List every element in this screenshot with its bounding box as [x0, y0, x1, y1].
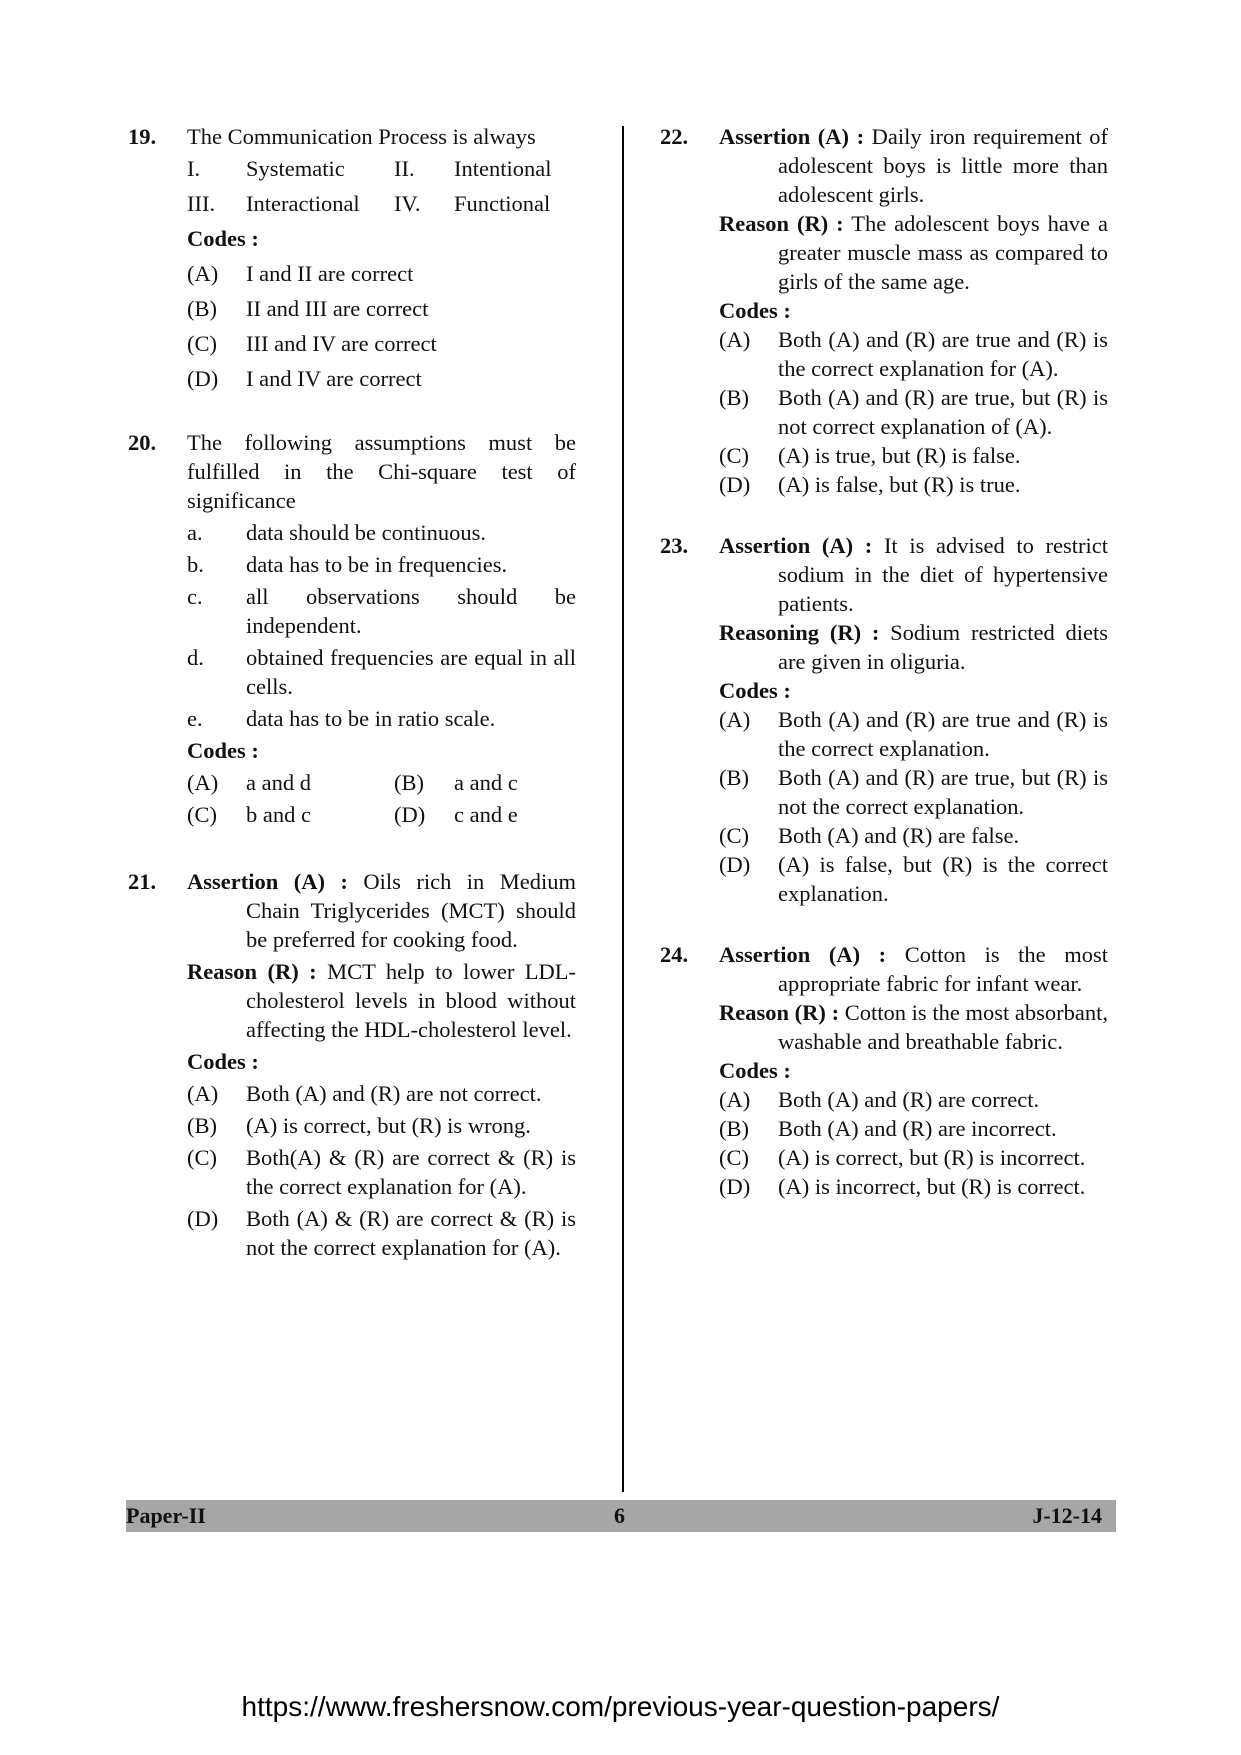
option-b[interactable]: (B) II and III are correct	[187, 296, 429, 321]
question-number: 24.	[660, 942, 689, 967]
reason-label: Reason (R) :	[719, 1000, 840, 1025]
assertion	[719, 940, 1108, 998]
options-row	[187, 800, 576, 829]
reason-label: Reason (R) :	[719, 211, 844, 236]
option-d-text[interactable]: c and e	[454, 802, 518, 827]
assertion-label: Assertion (A) :	[719, 124, 865, 149]
item-text: Functional	[454, 191, 551, 216]
codes-heading: Codes :	[719, 298, 791, 323]
reason	[719, 209, 1108, 296]
list-item: a. data should be continuous.	[187, 520, 486, 545]
option-c[interactable]: (C) Both(A) & (R) are correct & (R) is the correct explanation for (A).	[187, 1145, 576, 1199]
codes-heading: Codes :	[187, 226, 259, 251]
question-19	[128, 122, 576, 393]
option-c[interactable]: (C) (A) is correct, but (R) is incorrect.	[719, 1145, 1086, 1170]
assertion-text: It is advised to restrict sodium in the diet of hypertensive patients.	[778, 533, 1109, 616]
question-stem: The following assumptions must be fulfilled in the Chi-square test of significance	[187, 430, 576, 513]
list-item: b. data has to be in frequencies.	[187, 552, 508, 577]
question-24	[660, 940, 1108, 1201]
item-label: II.	[394, 156, 415, 181]
option-d[interactable]: (D) (A) is false, but (R) is the correct explanation.	[719, 852, 1108, 906]
item-label: I.	[187, 156, 201, 181]
question-21	[128, 867, 576, 1262]
option-b[interactable]: (B) Both (A) and (R) are true, but (R) is not correct explanation of (A).	[719, 385, 1108, 439]
left-column	[128, 122, 576, 1262]
right-column	[660, 122, 1108, 1201]
question-stem: The Communication Process is always	[187, 124, 536, 149]
reason-text: The adolescent boys have a greater muscle mass as compared to girls of the same age.	[778, 211, 1109, 294]
list-item: c. all observations should be independent.	[187, 584, 576, 638]
option-a[interactable]: (A) Both (A) and (R) are true and (R) is the correct explanation for (A).	[719, 327, 1108, 381]
question-number: 20.	[128, 430, 157, 455]
paper-code: J-12-14	[1032, 1503, 1102, 1528]
option-c-text[interactable]: b and c	[246, 802, 311, 827]
option-a-text[interactable]: a and d	[246, 770, 311, 795]
reason	[719, 998, 1108, 1056]
paper-label: Paper-II	[126, 1503, 206, 1528]
reason-label: Reason (R) :	[187, 959, 317, 984]
option-a-label[interactable]: (A)	[187, 770, 219, 795]
question-number: 21.	[128, 869, 157, 894]
source-url[interactable]: https://www.freshersnow.com/previous-year-question-papers/	[241, 1691, 1000, 1722]
item-text: Interactional	[246, 191, 360, 216]
option-b-text[interactable]: a and c	[454, 770, 518, 795]
option-d-label[interactable]: (D)	[394, 802, 426, 827]
list-item: d. obtained frequencies are equal in all cells.	[187, 645, 576, 699]
reason-label: Reasoning (R) :	[719, 620, 880, 645]
option-a[interactable]: (A) I and II are correct	[187, 261, 414, 286]
option-c[interactable]: (C) III and IV are correct	[187, 331, 437, 356]
assertion	[719, 122, 1108, 209]
question-number: 23.	[660, 533, 689, 558]
assertion-label: Assertion (A) :	[719, 942, 887, 967]
option-b[interactable]: (B) Both (A) and (R) are true, but (R) is not the correct explanation.	[719, 765, 1108, 819]
reason-text: Cotton is the most absorbant, washable and breathable fabric.	[778, 1000, 1108, 1054]
assertion-text: Cotton is the most appropriate fabric for infant wear.	[778, 942, 1109, 996]
option-c[interactable]: (C) Both (A) and (R) are false.	[719, 823, 1020, 848]
assertion-text: Oils rich in Medium Chain Triglycerides (MCT) should be preferred for cooking food.	[246, 869, 577, 952]
assertion-label: Assertion (A) :	[187, 869, 348, 894]
question-20	[128, 428, 576, 829]
codes-heading: Codes :	[187, 738, 259, 763]
assertion	[187, 867, 576, 954]
codes-heading: Codes :	[719, 1058, 791, 1083]
options-row	[187, 768, 576, 797]
question-number: 19.	[128, 124, 157, 149]
reason	[719, 618, 1108, 676]
option-d[interactable]: (D) (A) is false, but (R) is true.	[719, 472, 1021, 497]
item-text: Intentional	[454, 156, 552, 181]
option-a[interactable]: (A) Both (A) and (R) are not correct.	[187, 1081, 542, 1106]
question-22	[660, 122, 1108, 499]
option-d[interactable]: (D) (A) is incorrect, but (R) is correct.	[719, 1174, 1086, 1199]
option-c[interactable]: (C) (A) is true, but (R) is false.	[719, 443, 1021, 468]
item-label: III.	[187, 191, 216, 216]
assertion-text: Daily iron requirement of adolescent boys is little more than adolescent girls.	[778, 124, 1109, 207]
item-text: Systematic	[246, 156, 345, 181]
question-23	[660, 531, 1108, 908]
codes-heading: Codes :	[187, 1049, 259, 1074]
roman-items-row	[187, 189, 576, 218]
option-b-label[interactable]: (B)	[394, 770, 424, 795]
option-d[interactable]: (D) I and IV are correct	[187, 366, 422, 391]
page-footer	[126, 1500, 1116, 1532]
reason-text: Sodium restricted diets are given in oliguria.	[778, 620, 1109, 674]
list-item: e. data has to be in ratio scale.	[187, 706, 496, 731]
option-d[interactable]: (D) Both (A) & (R) are correct & (R) is not the correct explanation for (A).	[187, 1206, 576, 1260]
option-a[interactable]: (A) Both (A) and (R) are correct.	[719, 1087, 1040, 1112]
roman-items-row	[187, 154, 576, 183]
assertion	[719, 531, 1108, 618]
option-a[interactable]: (A) Both (A) and (R) are true and (R) is the correct explanation.	[719, 707, 1108, 761]
item-label: IV.	[394, 191, 421, 216]
option-b[interactable]: (B) (A) is correct, but (R) is wrong.	[187, 1113, 531, 1138]
codes-heading: Codes :	[719, 678, 791, 703]
reason	[187, 957, 576, 1044]
option-b[interactable]: (B) Both (A) and (R) are incorrect.	[719, 1116, 1057, 1141]
question-number: 22.	[660, 124, 689, 149]
reason-text: MCT help to lower LDL-cholesterol levels in blood without affecting the HDL-cholesterol level.	[246, 959, 577, 1042]
column-divider	[622, 126, 624, 1492]
assertion-label: Assertion (A) :	[719, 533, 873, 558]
page-number: 6	[614, 1503, 625, 1528]
option-c-label[interactable]: (C)	[187, 802, 217, 827]
